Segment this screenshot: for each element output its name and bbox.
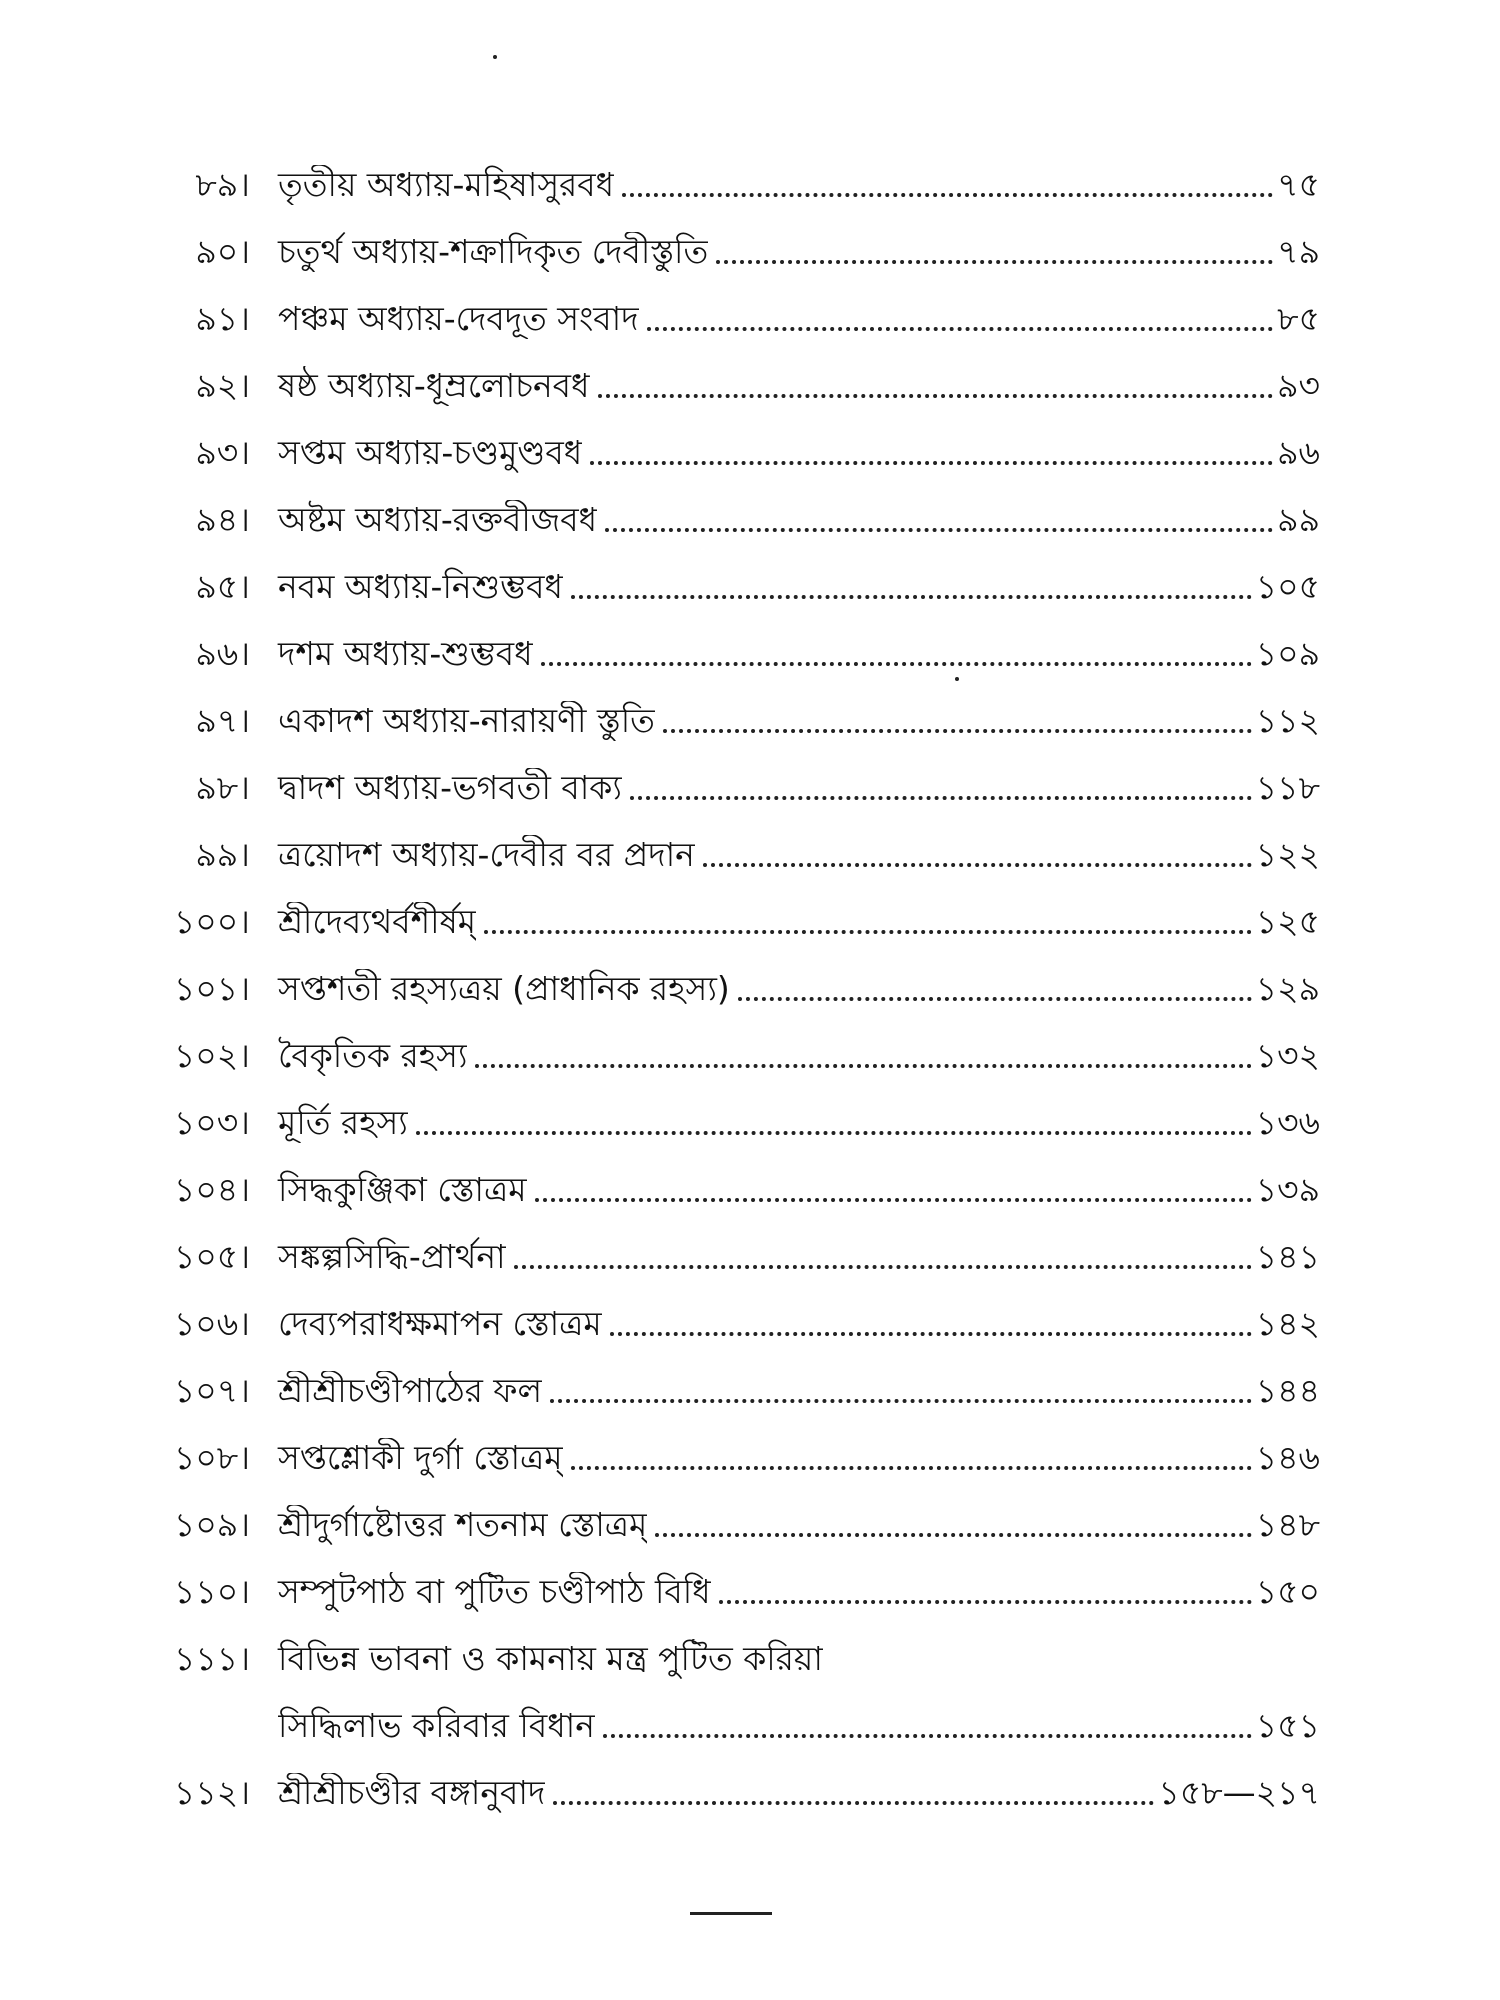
entry-title: চতুর্থ অধ্যায়-শক্রাদিকৃত দেবীস্তুতি [278, 232, 709, 271]
entry-title: ষষ্ঠ অধ্যায়-ধূম্রলোচনবধ [278, 366, 590, 405]
dot-leader [553, 1801, 1154, 1805]
entry-number: ৯৮। [195, 768, 250, 807]
entry-page-number: ১২৯ [1255, 969, 1320, 1008]
toc-entry[interactable] [130, 406, 1320, 473]
toc-entry[interactable] [130, 540, 1320, 607]
dot-leader [663, 729, 1252, 733]
entry-page-number: ১৪৮ [1255, 1505, 1320, 1544]
toc-entry[interactable] [130, 205, 1320, 272]
entry-page-number: ৯৩ [1277, 366, 1320, 405]
entry-number: ১০০। [173, 902, 250, 941]
dot-leader [738, 997, 1252, 1001]
entry-title: বৈকৃতিক রহস্য [278, 1036, 468, 1075]
entry-page-number: ১০৫ [1255, 567, 1320, 606]
entry-number: ১০১। [173, 969, 250, 1008]
entry-page-number: ১৩২ [1255, 1036, 1320, 1075]
entry-number: ৯০। [195, 232, 250, 271]
dot-leader [603, 1734, 1252, 1738]
dot-leader [622, 193, 1273, 197]
dot-leader [571, 1466, 1252, 1470]
toc-entry[interactable] [130, 1277, 1320, 1344]
dot-leader [475, 1064, 1251, 1068]
entry-page-number: ৭৫ [1277, 165, 1320, 204]
dot-leader [719, 1600, 1252, 1604]
entry-title: মূর্তি রহস্য [278, 1103, 408, 1142]
entry-title: সপ্তশতী রহস্যত্রয় (প্রাধানিক রহস্য) [278, 969, 730, 1008]
dot-leader [647, 327, 1274, 331]
toc-entry[interactable] [130, 1143, 1320, 1210]
ink-speck [493, 55, 497, 59]
entry-number: ৮৯। [195, 165, 250, 204]
dot-leader [416, 1131, 1252, 1135]
entry-page-number: ১৫০ [1255, 1572, 1320, 1611]
toc-entry[interactable] [130, 138, 1320, 205]
dot-leader [703, 863, 1252, 867]
toc-entry[interactable] [130, 473, 1320, 540]
entry-title: দেব্যপরাধক্ষমাপন স্তোত্রম [278, 1304, 602, 1343]
entry-page-range: ১৫৮—২১৭ [1158, 1773, 1320, 1812]
entry-title: দশম অধ্যায়-শুম্ভবধ [278, 634, 533, 673]
entry-number: ৯৪। [195, 500, 250, 539]
entry-page-number: ১৩৯ [1255, 1170, 1320, 1209]
page-footer-dash [690, 1912, 772, 1915]
entry-page-number: ১১৮ [1255, 768, 1320, 807]
dot-leader [541, 662, 1252, 666]
dot-leader [590, 461, 1273, 465]
toc-entry[interactable] [130, 1009, 1320, 1076]
entry-number: ১০৫। [173, 1237, 250, 1276]
entry-number: ১০৬। [173, 1304, 250, 1343]
entry-page-number: ১৪২ [1255, 1304, 1320, 1343]
dot-leader [655, 1533, 1251, 1537]
toc-entry[interactable] [130, 339, 1320, 406]
toc-entry[interactable] [130, 1746, 1320, 1813]
dot-leader [605, 528, 1273, 532]
toc-entry[interactable] [130, 674, 1320, 741]
entry-page-number: ৯৬ [1277, 433, 1320, 472]
entry-title: তৃতীয় অধ্যায়-মহিষাসুরবধ [278, 165, 615, 204]
entry-number: ৯১। [195, 299, 250, 338]
toc-entry[interactable] [130, 1076, 1320, 1143]
toc-entry[interactable] [130, 607, 1320, 674]
dot-leader [610, 1332, 1252, 1336]
toc-entry[interactable] [130, 1344, 1320, 1411]
entry-title: একাদশ অধ্যায়-নারায়ণী স্তুতি [278, 701, 655, 740]
dot-leader [598, 394, 1274, 398]
toc-entry[interactable] [130, 1411, 1320, 1478]
entry-number: ১০৯। [173, 1505, 250, 1544]
entry-page-number: ৮৫ [1277, 299, 1320, 338]
dot-leader [716, 260, 1273, 264]
dot-leader [514, 1265, 1252, 1269]
entry-page-number: ১০৯ [1255, 634, 1320, 673]
entry-title-line-2: সিদ্ধিলাভ করিবার বিধান [278, 1706, 595, 1745]
dot-leader [550, 1399, 1252, 1403]
entry-page-number: ১২৫ [1255, 902, 1320, 941]
entry-title: অষ্টম অধ্যায়-রক্তবীজবধ [278, 500, 598, 539]
entry-number: ১১০। [173, 1572, 250, 1611]
toc-entry[interactable] [130, 1210, 1320, 1277]
entry-number: ১০২। [173, 1036, 250, 1075]
entry-number: ১০৭। [173, 1371, 250, 1410]
table-of-contents [130, 138, 1320, 1813]
entry-number: ৯৯। [195, 835, 250, 874]
entry-page-number: ১৪৬ [1255, 1438, 1320, 1477]
entry-title: শ্রীদুর্গাষ্টোত্তর শতনাম স্তোত্রম্ [278, 1505, 648, 1544]
entry-page-number: ১৩৬ [1255, 1103, 1320, 1142]
entry-title: শ্রীশ্রীচণ্ডীপাঠের ফল [278, 1371, 543, 1410]
entry-page-number: ৯৯ [1277, 500, 1320, 539]
entry-page-number: ১১২ [1255, 701, 1320, 740]
entry-number: ৯৭। [195, 701, 250, 740]
dot-leader [484, 930, 1252, 934]
entry-title: নবম অধ্যায়-নিশুম্ভবধ [278, 567, 563, 606]
toc-entry[interactable] [130, 942, 1320, 1009]
toc-entry[interactable] [130, 1478, 1320, 1545]
entry-number: ৯৬। [195, 634, 250, 673]
entry-title: শ্রীশ্রীচণ্ডীর বঙ্গানুবাদ [278, 1773, 546, 1812]
entry-title: সপ্তশ্লোকী দুর্গা স্তোত্রম্ [278, 1438, 563, 1477]
toc-entry[interactable] [130, 741, 1320, 808]
entry-title: দ্বাদশ অধ্যায়-ভগবতী বাক্য [278, 768, 622, 807]
entry-title-line-1: বিভিন্ন ভাবনা ও কামনায় মন্ত্র পুটিত করিয়া [278, 1639, 823, 1678]
entry-title: সপ্তম অধ্যায়-চণ্ডমুণ্ডবধ [278, 433, 583, 472]
entry-number: ১১১। [173, 1639, 250, 1678]
entry-number: ৯৫। [195, 567, 250, 606]
dot-leader [535, 1198, 1252, 1202]
toc-entry-multiline[interactable] [130, 1612, 1320, 1746]
entry-title: ত্রয়োদশ অধ্যায়-দেবীর বর প্রদান [278, 835, 695, 874]
dot-leader [630, 796, 1252, 800]
toc-entry[interactable] [130, 272, 1320, 339]
entry-page-number: ১৪৪ [1255, 1371, 1320, 1410]
entry-number: ১০৪। [173, 1170, 250, 1209]
entry-title: সঙ্কল্পসিদ্ধি-প্রার্থনা [278, 1237, 506, 1276]
entry-title: সিদ্ধকুঞ্জিকা স্তোত্রম [278, 1170, 527, 1209]
toc-entry[interactable] [130, 875, 1320, 942]
dot-leader [571, 595, 1252, 599]
toc-entry[interactable] [130, 1545, 1320, 1612]
entry-page-number: ১৫১ [1255, 1706, 1320, 1745]
entry-page-number: ১৪১ [1255, 1237, 1320, 1276]
entry-title: সম্পুটপাঠ বা পুটিত চণ্ডীপাঠ বিধি [278, 1572, 711, 1611]
entry-page-number: ১২২ [1255, 835, 1320, 874]
toc-entry[interactable] [130, 808, 1320, 875]
entry-number: ১০৮। [173, 1438, 250, 1477]
entry-page-number: ৭৯ [1277, 232, 1320, 271]
entry-number: ১১২। [173, 1773, 250, 1812]
entry-number: ১০৩। [173, 1103, 250, 1142]
entry-number: ৯৩। [195, 433, 250, 472]
entry-number: ৯২। [195, 366, 250, 405]
entry-title: পঞ্চম অধ্যায়-দেবদূত সংবাদ [278, 299, 639, 338]
entry-title: শ্রীদেব্যথর্বশীর্ষম্ [278, 902, 477, 941]
